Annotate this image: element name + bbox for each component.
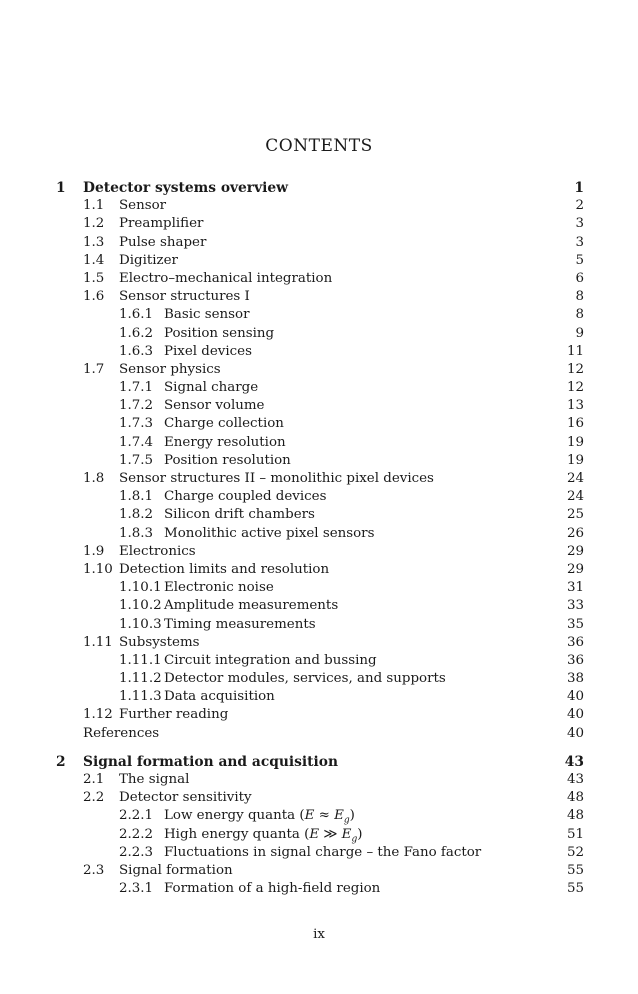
subsection-number: 1.11.3 — [119, 689, 162, 705]
subsection-number: 1.6.2 — [119, 325, 154, 341]
page-ref: 48 — [566, 808, 584, 824]
subsection-title: Energy resolution — [164, 434, 286, 450]
section-title: Sensor structures I — [119, 289, 250, 305]
section-number: 1.5 — [83, 270, 105, 286]
toc-subsection-row[interactable] — [56, 452, 584, 470]
section-number: 2.3 — [83, 862, 105, 878]
toc-subsection-row[interactable] — [56, 397, 584, 415]
toc-subsection-row[interactable] — [56, 343, 584, 361]
toc-section-row[interactable] — [56, 634, 584, 652]
toc-section-row[interactable] — [56, 771, 584, 789]
section-title: Sensor physics — [119, 361, 221, 377]
subsection-title: Fluctuations in signal charge – the Fano factor — [164, 844, 482, 860]
page-ref: 31 — [566, 580, 584, 596]
section-title: Electro–mechanical integration — [119, 270, 333, 286]
subsection-number: 1.7.2 — [119, 398, 154, 414]
section-title: Further reading — [119, 707, 229, 723]
section-title: Preamplifier — [119, 216, 204, 232]
subsection-number: 1.10.3 — [119, 616, 162, 632]
toc-section-row[interactable] — [56, 862, 584, 880]
subsection-number: 1.10.2 — [119, 598, 162, 614]
subsection-number: 1.7.3 — [119, 416, 154, 432]
page-ref: 19 — [566, 434, 584, 450]
section-title: Pulse shaper — [119, 234, 207, 250]
toc-subsection-row[interactable] — [56, 807, 584, 825]
toc-section-row[interactable] — [56, 197, 584, 215]
subsection-title: Charge collection — [164, 416, 284, 432]
section-title: Detector sensitivity — [119, 790, 252, 806]
subsection-number: 1.6.1 — [119, 307, 154, 323]
toc-subsection-row[interactable] — [56, 434, 584, 452]
section-number: 1.11 — [83, 634, 113, 650]
page-ref: 6 — [575, 270, 584, 286]
page-ref: 5 — [575, 252, 584, 268]
section-title: Signal formation — [119, 862, 233, 878]
toc-section-row[interactable] — [56, 252, 584, 270]
page-ref: 12 — [566, 361, 584, 377]
toc-subsection-row[interactable] — [56, 826, 584, 844]
subsection-number: 1.10.1 — [119, 580, 162, 596]
page-ref: 55 — [566, 862, 584, 878]
table-of-contents — [56, 179, 584, 898]
page-ref: 40 — [566, 707, 584, 723]
toc-section-row[interactable] — [56, 789, 584, 807]
page-ref: 40 — [566, 725, 584, 741]
page-ref: 40 — [566, 689, 584, 705]
section-number: 2.2 — [83, 790, 105, 806]
subsection-title: Amplitude measurements — [164, 598, 339, 614]
subsection-number: 1.7.5 — [119, 452, 154, 468]
section-title: Detection limits and resolution — [119, 561, 330, 577]
toc-section-row[interactable] — [56, 288, 584, 306]
page-ref: 43 — [566, 772, 584, 787]
section-number: 2.1 — [83, 772, 105, 787]
page-ref: 55 — [566, 881, 584, 897]
toc-subsection-row[interactable] — [56, 325, 584, 343]
page-ref: 33 — [566, 598, 584, 614]
section-number: 1.8 — [83, 471, 105, 486]
page-ref: 43 — [564, 753, 584, 770]
toc-subsection-row[interactable] — [56, 488, 584, 506]
page-ref: 26 — [566, 525, 584, 541]
page-ref: 52 — [566, 844, 584, 860]
subsection-title: Monolithic active pixel sensors — [164, 525, 375, 541]
page-ref: 24 — [566, 471, 584, 486]
subsection-title: High energy quanta (E ≫ $E_g$) — [164, 826, 363, 845]
subsection-title: Silicon drift chambers — [164, 507, 315, 523]
toc-subsection-row[interactable] — [56, 525, 584, 543]
toc-chapter-row[interactable] — [56, 179, 584, 197]
page-ref: 25 — [566, 507, 584, 523]
section-number: 1.10 — [83, 561, 113, 577]
toc-subsection-row[interactable] — [56, 597, 584, 615]
page-ref: 8 — [575, 307, 584, 323]
subsection-number: 2.3.1 — [119, 881, 154, 897]
page-ref: 35 — [566, 616, 584, 632]
subsection-number: 1.11.1 — [119, 652, 162, 668]
page-ref: 9 — [575, 325, 584, 341]
section-number: 1.3 — [83, 234, 105, 250]
subsection-title: Basic sensor — [164, 307, 250, 323]
toc-section-row[interactable] — [56, 215, 584, 233]
section-title: Sensor — [119, 198, 167, 214]
toc-section-row[interactable] — [56, 543, 584, 561]
section-title: Sensor structures II – monolithic pixel devices — [119, 471, 434, 486]
subsection-title: Detector modules, services, and supports — [164, 671, 446, 687]
page-ref: 12 — [566, 380, 584, 396]
page-ref: 24 — [566, 489, 584, 505]
page-ref: 2 — [575, 198, 584, 214]
chapter-title: Signal formation and acquisition — [83, 753, 338, 770]
toc-section-row[interactable] — [56, 706, 584, 724]
toc-section-row[interactable] — [56, 234, 584, 252]
toc-section-row[interactable] — [56, 361, 584, 379]
page-number: ix — [313, 927, 325, 942]
toc-subsection-row[interactable] — [56, 844, 584, 862]
subsection-title: Pixel devices — [164, 343, 252, 359]
section-title: Subsystems — [119, 634, 200, 650]
subsection-number: 1.8.3 — [119, 525, 154, 541]
page-ref: 48 — [566, 790, 584, 806]
subsection-number: 1.7.4 — [119, 434, 154, 450]
chapter-number: 1 — [56, 180, 66, 196]
toc-section-row[interactable] — [56, 470, 584, 488]
page-ref: 3 — [575, 234, 584, 250]
subsection-title: Circuit integration and bussing — [164, 652, 377, 668]
subsection-title: Sensor volume — [164, 398, 265, 414]
toc-subsection-row[interactable] — [56, 880, 584, 898]
chapter-gap — [56, 743, 584, 753]
toc-subsection-row[interactable] — [56, 415, 584, 433]
toc-references-row[interactable] — [56, 725, 584, 743]
page-ref: 13 — [566, 398, 584, 414]
page-ref: 8 — [575, 289, 584, 305]
page-ref: 36 — [566, 652, 584, 668]
toc-subsection-row[interactable] — [56, 506, 584, 524]
section-number: 1.12 — [83, 707, 113, 723]
subsection-title: Formation of a high-field region — [164, 881, 381, 897]
page-ref: 16 — [566, 416, 584, 432]
section-title: Electronics — [119, 543, 196, 559]
section-number: 1.9 — [83, 543, 105, 559]
section-number: 1.1 — [83, 198, 105, 214]
subsection-title: Low energy quanta $(E \approx E_g)$ — [164, 808, 355, 827]
subsection-number: 1.8.1 — [119, 489, 154, 505]
page-title: CONTENTS — [265, 136, 373, 156]
page-ref: 11 — [566, 343, 584, 359]
toc-subsection-row[interactable] — [56, 670, 584, 688]
chapter-title: Detector systems overview — [83, 180, 288, 196]
subsection-title: Electronic noise — [164, 580, 274, 596]
section-number: 1.7 — [83, 361, 105, 377]
toc-subsection-row[interactable] — [56, 306, 584, 324]
toc-subsection-row[interactable] — [56, 688, 584, 706]
subsection-title: Position sensing — [164, 325, 275, 341]
section-title: Digitizer — [119, 252, 178, 268]
toc-subsection-row[interactable] — [56, 579, 584, 597]
subsection-number: 1.11.2 — [119, 671, 162, 687]
toc-section-row[interactable] — [56, 561, 584, 579]
section-number: 1.6 — [83, 289, 105, 305]
subsection-title: Timing measurements — [164, 616, 316, 632]
section-title: The signal — [119, 772, 190, 787]
subsection-title: Signal charge — [164, 380, 259, 396]
chapter-number: 2 — [56, 753, 66, 770]
toc-subsection-row[interactable] — [56, 616, 584, 634]
subsection-title: Position resolution — [164, 452, 291, 468]
page-ref: 36 — [566, 634, 584, 650]
page-ref: 29 — [566, 543, 584, 559]
subsection-number: 1.8.2 — [119, 507, 154, 523]
section-number: 1.2 — [83, 216, 105, 232]
subsection-title: Data acquisition — [164, 689, 275, 705]
toc-chapter-row[interactable] — [56, 753, 584, 771]
page-ref: 29 — [566, 561, 584, 577]
toc-subsection-row[interactable] — [56, 652, 584, 670]
page-ref: 19 — [566, 452, 584, 468]
page-ref: 1 — [574, 180, 584, 196]
subsection-number: 2.2.1 — [119, 808, 154, 824]
subsection-number: 2.2.2 — [119, 826, 154, 842]
page-ref: 3 — [575, 216, 584, 232]
page-ref: 38 — [566, 671, 584, 687]
subsection-title: Charge coupled devices — [164, 489, 327, 505]
toc-subsection-row[interactable] — [56, 379, 584, 397]
section-number: 1.4 — [83, 252, 105, 268]
page-ref: 51 — [566, 826, 584, 842]
refs-title: References — [83, 725, 160, 741]
toc-section-row[interactable] — [56, 270, 584, 288]
subsection-number: 1.7.1 — [119, 380, 154, 396]
subsection-number: 1.6.3 — [119, 343, 154, 359]
subsection-number: 2.2.3 — [119, 844, 154, 860]
